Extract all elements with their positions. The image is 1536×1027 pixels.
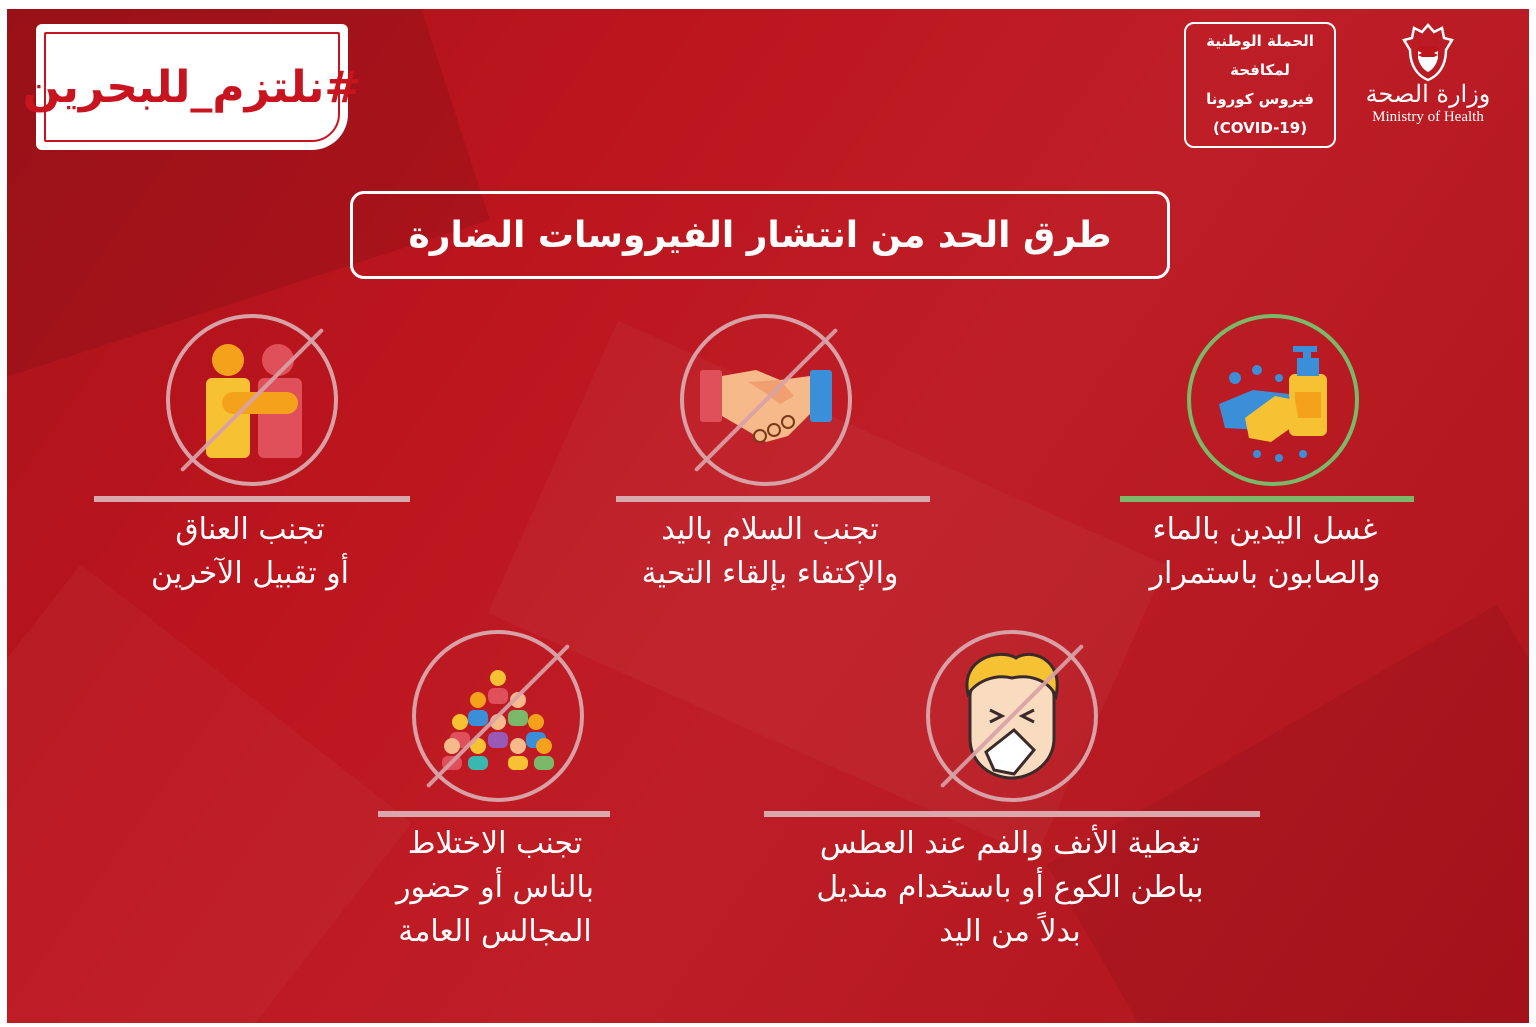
tip-caption-line: بالناس أو حضور [396,870,594,905]
tip-divider [616,496,930,502]
hashtag-badge [22,26,362,148]
tip-caption-line: تغطية الأنف والفم عند العطس [819,826,1201,861]
tip-icon-circle [926,630,1098,802]
hand-washing-icon [1191,318,1355,482]
campaign-line: لمكافحة [1230,61,1290,79]
tip-caption-line: تجنب السلام باليد [661,512,879,547]
tip-caption-line: بباطن الكوع أو باستخدام منديل [816,870,1204,905]
tip-caption-line: المجالس العامة [398,914,592,949]
tip-icon-circle [166,314,338,486]
tip-caption-line: تجنب الاختلاط [407,826,583,861]
tip-caption-line: والصابون باستمرار [1149,556,1381,591]
tip-caption-line: بدلاً من اليد [939,914,1081,949]
hashtag-text: #نلتزم_للبحرين [22,61,362,113]
tip-divider [764,811,1260,817]
tip-caption [740,822,1280,954]
tip-icon-circle [680,314,852,486]
tip-caption-line: والإكتفاء بإلقاء التحية [641,556,899,591]
tip-divider [94,496,410,502]
ministry-logo [1358,22,1498,152]
background-facet [7,564,412,1023]
tip-caption [1090,508,1440,596]
ministry-name-en: Ministry of Health [1372,109,1484,125]
tip-divider [1120,496,1414,502]
page-title: طرق الحد من انتشار الفيروسات الضارة [408,214,1112,256]
tip-caption [350,822,640,954]
tip-caption-line: أو تقبيل الآخرين [151,556,349,591]
crest-icon [1398,22,1458,82]
tip-icon-circle [412,630,584,802]
campaign-line: (COVID-19) [1212,119,1308,137]
tip-icon-circle [1187,314,1359,486]
title-box [350,191,1170,279]
tip-caption [80,508,420,596]
tip-caption [580,508,960,596]
ministry-name-ar: وزارة الصحة [1365,80,1491,108]
tip-caption-line: تجنب العناق [175,512,325,547]
campaign-line: الحملة الوطنية [1206,32,1314,50]
campaign-line: فيروس كورونا [1206,90,1314,108]
tip-caption-line: غسل اليدين بالماء [1152,512,1378,547]
campaign-box [1184,22,1336,148]
tip-divider [378,811,610,817]
